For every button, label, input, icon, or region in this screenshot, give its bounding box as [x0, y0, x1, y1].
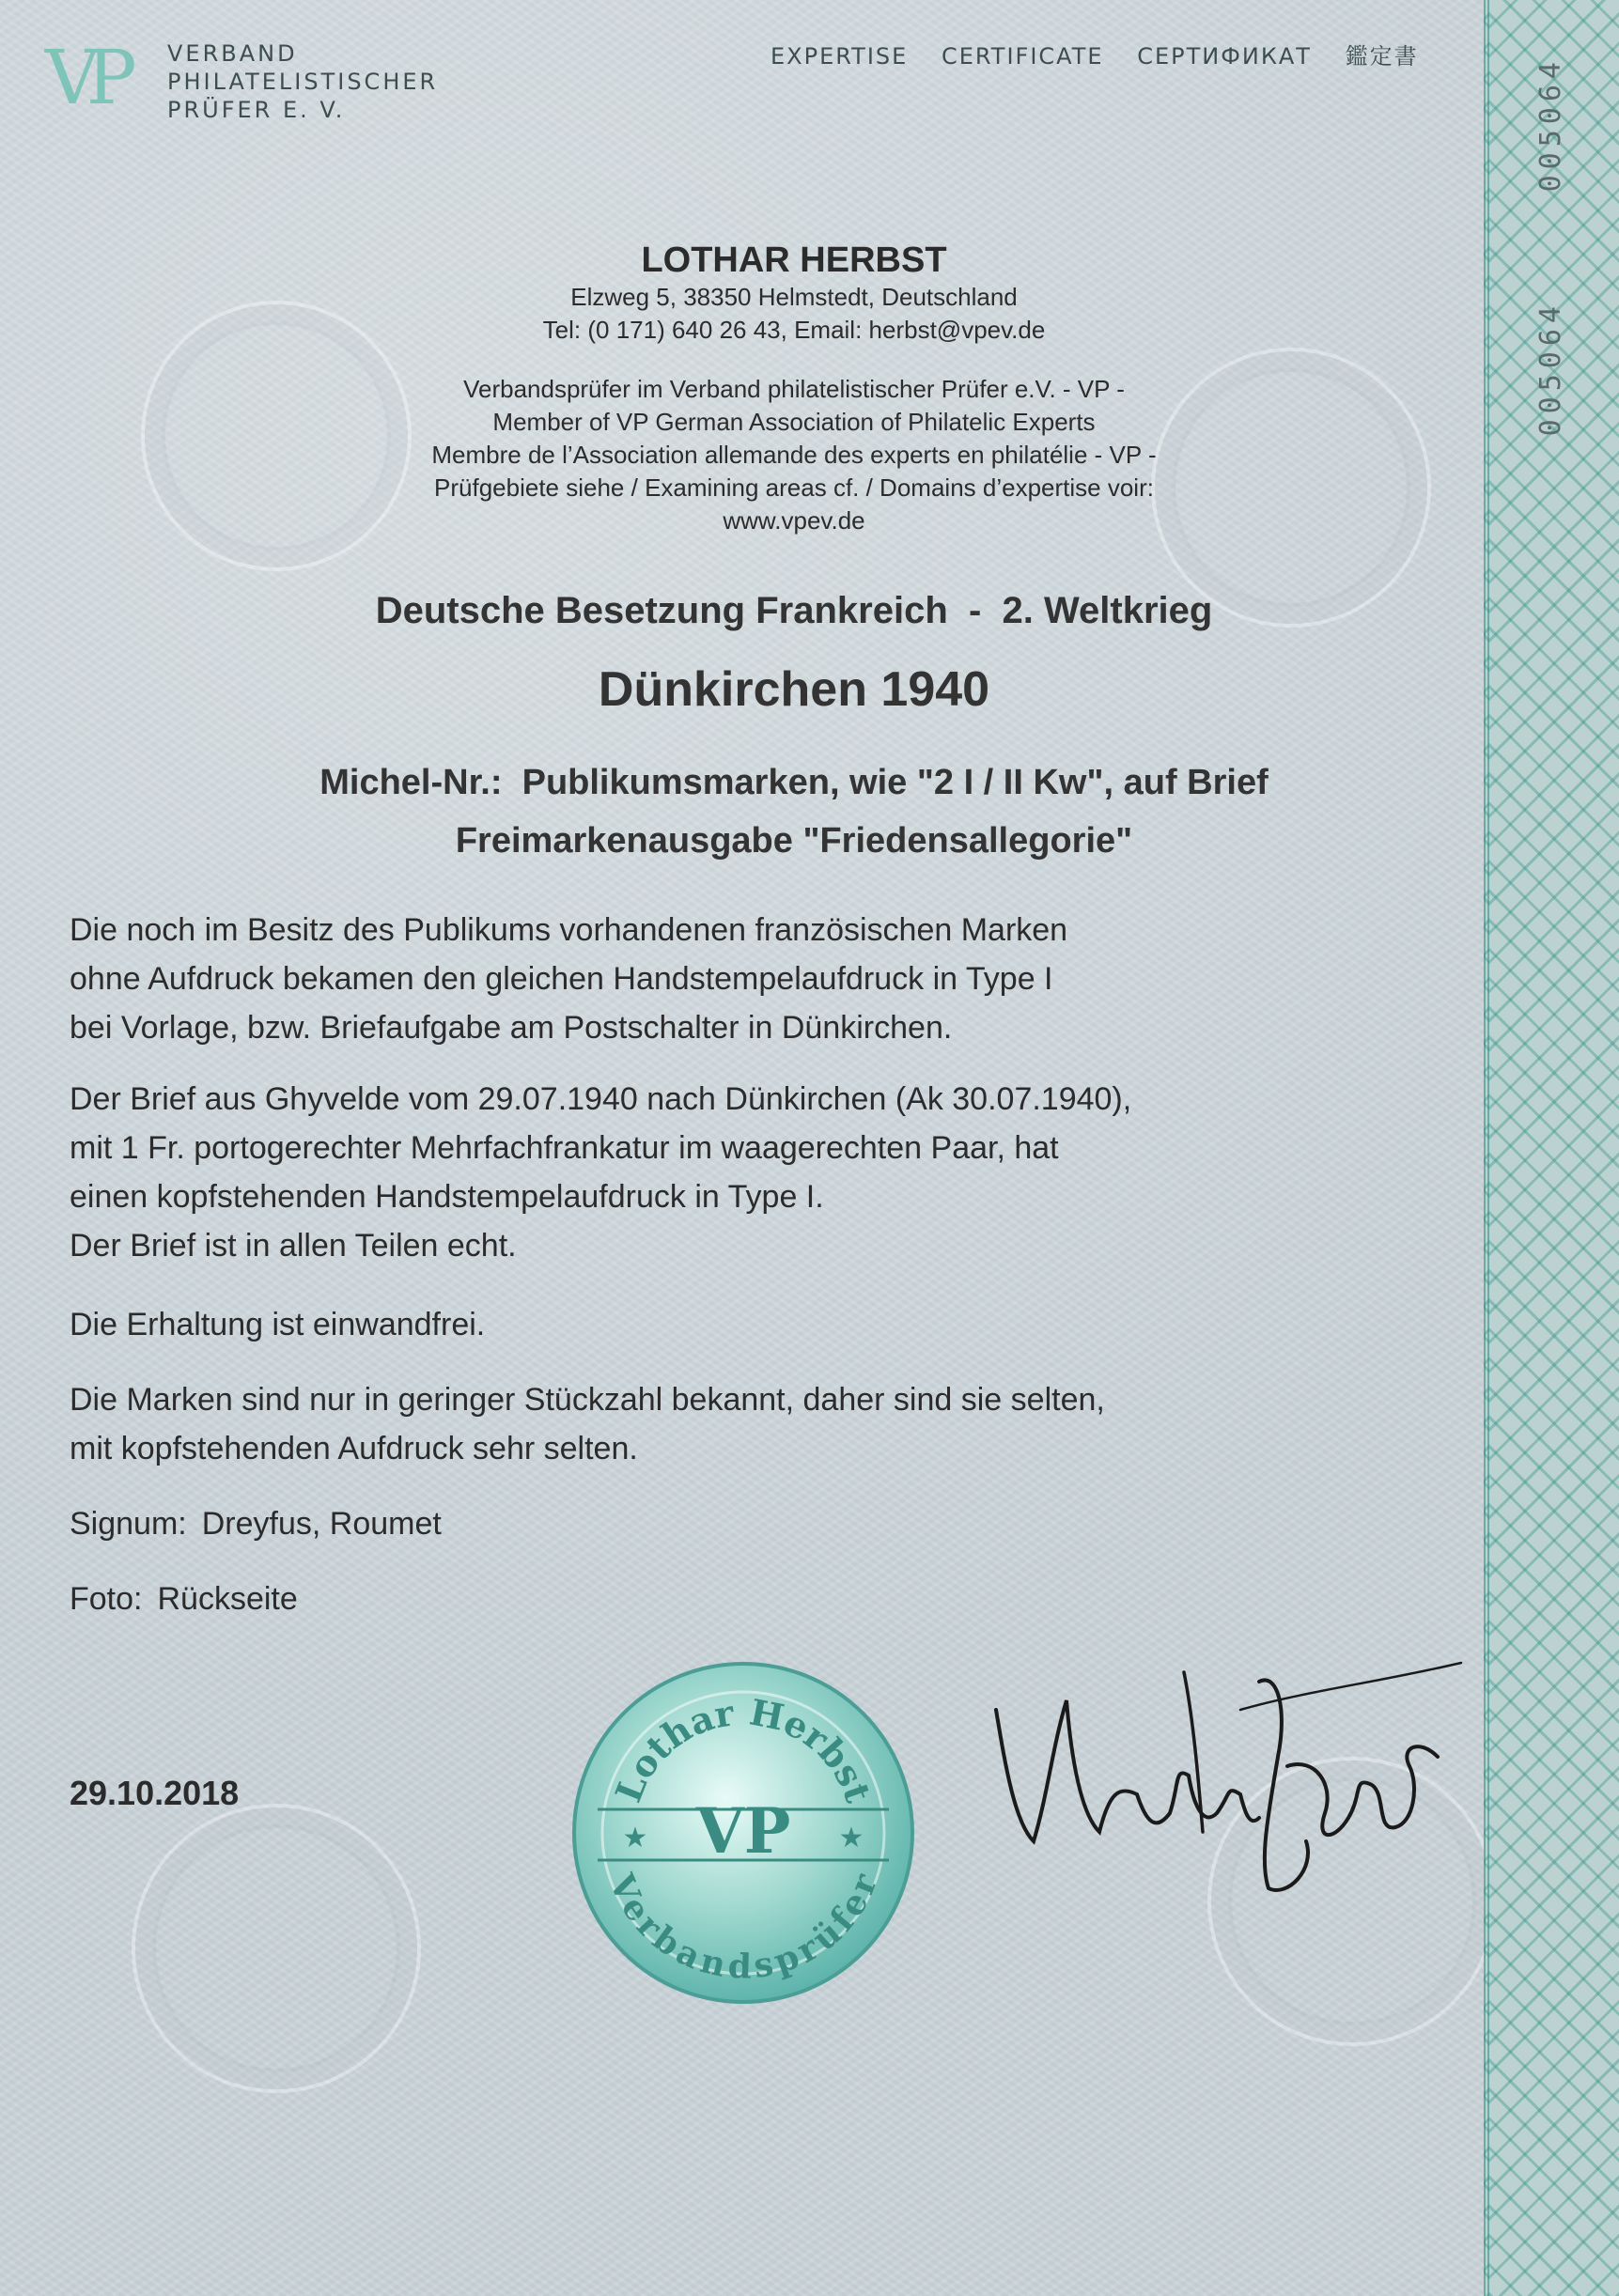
seal-center-text: VP: [695, 1794, 791, 1868]
org-name: VERBAND PHILATELISTISCHER PRÜFER E. V.: [167, 40, 439, 123]
signum-line: [70, 1499, 1498, 1548]
paragraph-cover-details: Der Brief aus Ghyvelde vom 29.07.1940 nach Dünkirchen (Ak 30.07.1940), mit 1 Fr. portogerechter Mehrfachfrankatur im waagerechten Paar, hat einen kopfstehenden Handstempelaufdruck in Type I. Der Brief ist in allen Teilen echt.: [70, 1081, 1132, 1264]
michel-number: Michel-Nr.: Publikumsmarken, wie "2 I / II Kw", auf Brief: [319, 763, 1269, 802]
seal-bottom-text: Verbandsprüfer: [600, 1869, 886, 1987]
heading-certificate: CERTIFICATE: [941, 43, 1104, 70]
expert-info: [310, 240, 1278, 537]
paragraph-rarity: Die Marken sind nur in geringer Stückzahl bekannt, daher sind sie selten, mit kopfstehenden Aufdruck sehr selten.: [70, 1382, 1105, 1466]
handwritten-signature: [977, 1653, 1466, 1907]
foto-line: [70, 1575, 1498, 1623]
signum-value: Dreyfus, Roumet: [201, 1506, 442, 1542]
issue-title: Dünkirchen 1940: [598, 662, 990, 717]
collecting-area: Deutsche Besetzung Frankreich - 2. Weltkrieg: [375, 590, 1213, 631]
certificate-heading: [771, 38, 1447, 70]
star-right-icon: ★: [838, 1822, 864, 1854]
star-left-icon: ★: [622, 1822, 648, 1854]
foto-value: Rückseite: [157, 1581, 298, 1617]
hologram-seal: [569, 1659, 917, 2007]
expert-name: LOTHAR HERBST: [641, 240, 947, 280]
expert-contact: Tel: (0 171) 640 26 43, Email: herbst@vpev.de: [542, 316, 1046, 344]
foto-label: Foto:: [70, 1581, 143, 1617]
certificate-date: 29.10.2018: [70, 1774, 240, 1812]
heading-sertifikat: СЕРТИФИКАТ: [1137, 43, 1312, 70]
expert-address: Elzweg 5, 38350 Helmstedt, Deutschland: [570, 283, 1018, 311]
membership-block: Verbandsprüfer im Verband philatelistischer Prüfer e.V. - VP - Member of VP German Association of Philatelic Experts Membre de l’Association allemande des experts en philatélie - VP - Prüfgebiete siehe / Examining areas cf. / Domains d’expertise voir: www.vpev.de: [431, 375, 1157, 535]
guilloche-border: [1484, 0, 1619, 2296]
paragraph-description: Die noch im Besitz des Publikums vorhandenen französischen Marken ohne Aufdruck bekamen den gleichen Handstempelaufdruck in Type I bei Vorlage, bzw. Briefaufgabe am Postschalter in Dünkirchen.: [70, 912, 1068, 1046]
series-name: Freimarkenausgabe "Friedensallegorie": [455, 821, 1133, 861]
vp-logo-mark: VP: [45, 34, 124, 121]
seal-top-text: Lothar Herbst: [606, 1690, 880, 1808]
emboss-seal-left-bottom: [132, 1804, 421, 2093]
serial-number: 005064: [1534, 56, 1567, 193]
heading-expertise: EXPERTISE: [771, 43, 909, 70]
paragraph-condition: Die Erhaltung ist einwandfrei.: [70, 1307, 486, 1342]
serial-number-repeat: 005064: [1534, 301, 1567, 437]
signum-label: Signum:: [70, 1506, 187, 1542]
heading-kanteisho: 鑑定書: [1345, 43, 1419, 70]
